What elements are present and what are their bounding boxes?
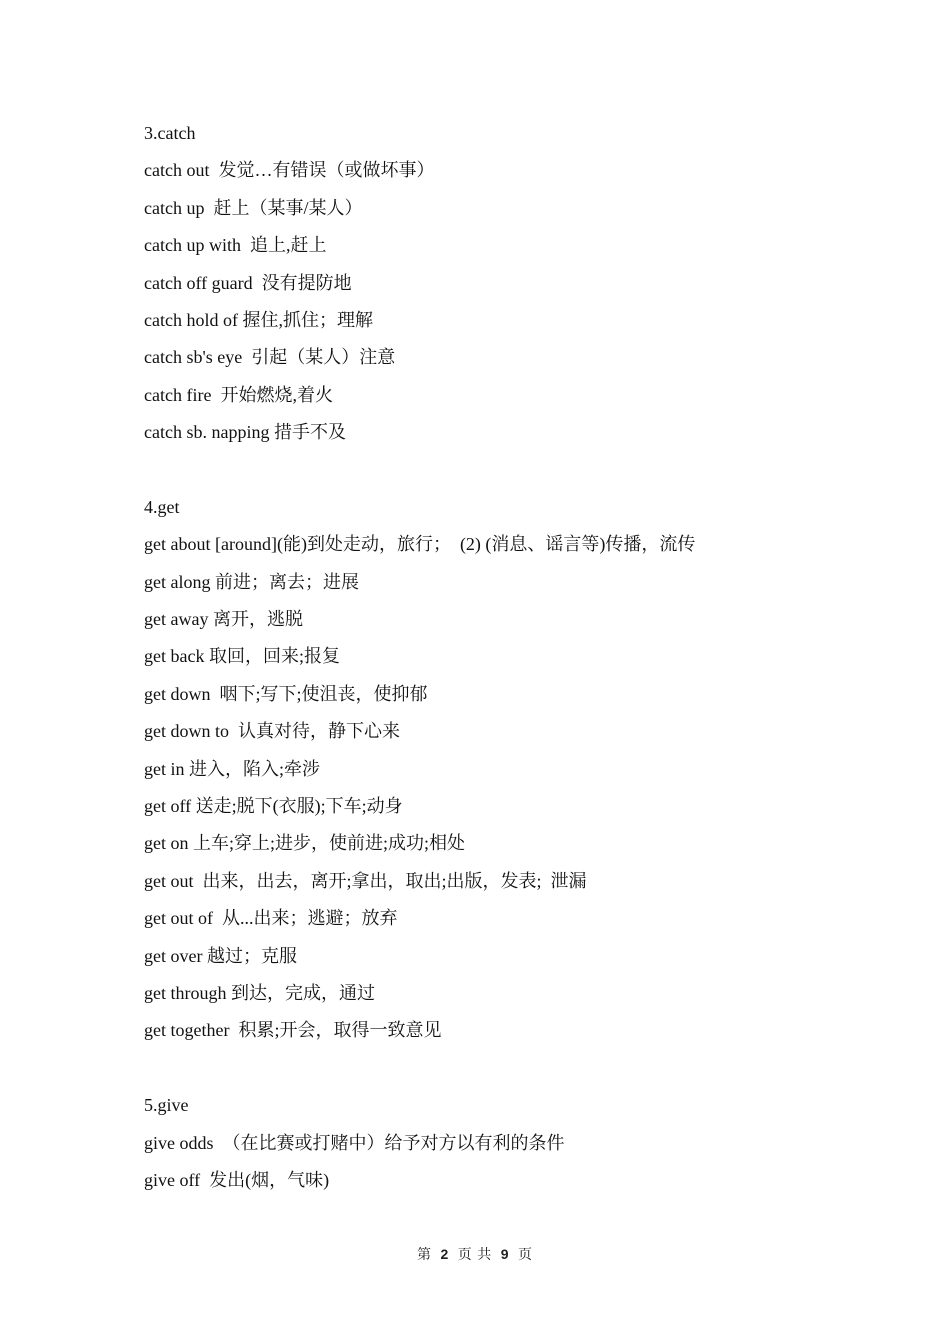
- phrase-entry: catch up with 追上,赶上: [144, 235, 327, 256]
- phrase-entry: give off 发出(烟，气味): [144, 1169, 330, 1190]
- phrase-entry: catch up 赶上（某事/某人）: [144, 197, 363, 218]
- phrase-entry: catch out 发觉…有错误（或做坏事）: [144, 160, 435, 181]
- phrase-entry: catch sb's eye 引起（某人）注意: [144, 347, 396, 368]
- footer-suffix: 页: [518, 1248, 534, 1263]
- section-heading: 3.catch: [144, 123, 196, 143]
- footer-prefix: 第: [416, 1248, 432, 1263]
- phrase-entry: get along 前进；离去；进展: [144, 571, 359, 592]
- phrase-entry: get through 到达，完成，通过: [144, 982, 375, 1003]
- phrase-entry: get over 越过；克服: [144, 945, 297, 966]
- page-content: [144, 115, 904, 1199]
- phrase-entry: give odds （在比赛或打赌中）给予对方以有利的条件: [144, 1132, 565, 1153]
- page-footer: [0, 1244, 950, 1264]
- section-get: [144, 489, 904, 1050]
- phrase-entry: catch off guard 没有提防地: [144, 272, 352, 293]
- section-catch: [144, 115, 904, 452]
- phrase-entry: get about [around](能)到处走动，旅行； (2) (消息、谣言等)传播，流传: [144, 534, 696, 555]
- phrase-entry: get out 出来，出去，离开;拿出，取出;出版，发表; 泄漏: [144, 870, 587, 891]
- footer-middle: 页 共: [457, 1248, 493, 1263]
- phrase-entry: get down 咽下;写下;使沮丧，使抑郁: [144, 683, 428, 704]
- current-page-number: 2: [440, 1246, 450, 1262]
- phrase-entry: get down to 认真对待，静下心来: [144, 721, 400, 742]
- phrase-entry: get away 离开，逃脱: [144, 609, 303, 630]
- section-spacer: [144, 1050, 904, 1087]
- phrase-entry: catch fire 开始燃烧,着火: [144, 384, 333, 405]
- phrase-entry: get together 积累;开会，取得一致意见: [144, 1020, 442, 1041]
- phrase-entry: get in 进入，陷入;牵涉: [144, 758, 320, 779]
- phrase-entry: get back 取回，回来;报复: [144, 646, 340, 667]
- total-page-count: 9: [500, 1246, 510, 1262]
- phrase-entry: get on 上车;穿上;进步，使前进;成功;相处: [144, 833, 465, 854]
- phrase-entry: get off 送走;脱下(衣服);下车;动身: [144, 796, 403, 817]
- phrase-entry: catch sb. napping 措手不及: [144, 422, 346, 443]
- section-spacer: [144, 452, 904, 489]
- section-heading: 4.get: [144, 496, 180, 517]
- phrase-entry: catch hold of 握住,抓住；理解: [144, 309, 373, 330]
- section-give: [144, 1087, 904, 1199]
- phrase-entry: get out of 从...出来；逃避；放弃: [144, 908, 398, 929]
- section-heading: 5.give: [144, 1095, 189, 1116]
